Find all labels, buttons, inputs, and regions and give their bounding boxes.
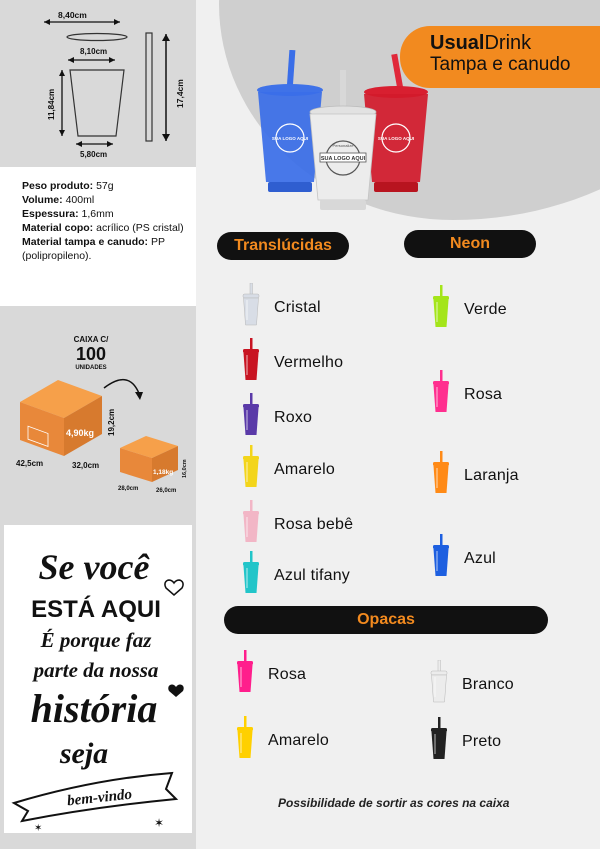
- color-label: Vermelho: [274, 353, 344, 371]
- left-column: [0, 0, 196, 849]
- section-opacas: Opacas: [224, 606, 548, 634]
- cup-icon: [242, 338, 260, 387]
- color-label: Laranja: [464, 466, 519, 484]
- color-label: Roxo: [274, 408, 313, 426]
- color-label: Branco: [462, 675, 514, 693]
- color-option-translucidas: [242, 500, 353, 549]
- quote-panel: [0, 511, 196, 849]
- box-caption: CAIXA C/: [73, 335, 109, 344]
- box-quantity: 100: [75, 344, 107, 364]
- title-badge: [400, 26, 600, 88]
- section-translucidas: Translúcidas: [217, 232, 349, 260]
- product-title: UsualDrink: [430, 32, 532, 54]
- color-option-opacas: [236, 650, 306, 699]
- big-box-weight: 4,90kg: [66, 428, 95, 438]
- cup-icon: [242, 393, 260, 442]
- logo-placeholder-text-red: SUA LOGO AQUI: [377, 136, 415, 141]
- logo-placeholder-text-blue: SUA LOGO AQUI: [271, 136, 309, 141]
- color-label: Cristal: [274, 298, 321, 316]
- quote-line-2: ESTÁ AQUI: [31, 596, 161, 623]
- spec-lid-material: Material tampa e canudo: PP (polipropileno).: [22, 236, 165, 262]
- bottom-width-label: 5,80cm: [80, 150, 108, 159]
- cup-height-label: 11,84cm: [47, 88, 56, 120]
- spec-volume: Volume: 400ml: [22, 194, 95, 206]
- color-option-opacas: [430, 717, 501, 766]
- quote-line-1: Se você: [38, 547, 150, 587]
- color-label: Azul tifany: [274, 566, 351, 584]
- total-height-label: 17,4cm: [175, 79, 185, 108]
- box-diagram: [0, 306, 196, 511]
- heart-icon: [165, 580, 183, 595]
- color-option-translucidas: [242, 551, 350, 600]
- dimension-panel: [0, 0, 196, 167]
- quote-line-4: parte da nossa: [33, 658, 159, 682]
- small-box-length: 28,0cm: [118, 486, 139, 492]
- color-label: Rosa: [464, 385, 503, 403]
- color-option-translucidas: [242, 338, 343, 387]
- cup-icon: [430, 717, 448, 766]
- color-label: Amarelo: [274, 460, 335, 478]
- heart-icon-filled: [168, 684, 183, 697]
- section-neon: Neon: [404, 230, 536, 258]
- color-option-translucidas: [242, 283, 321, 332]
- cup-top-width-label: 8,10cm: [80, 47, 108, 56]
- top-width-label: 8,40cm: [58, 10, 87, 20]
- spec-thickness: Espessura: 1,6mm: [22, 208, 114, 220]
- cup-icon: [242, 500, 260, 549]
- color-label: Verde: [464, 300, 507, 318]
- color-label: Amarelo: [268, 731, 329, 749]
- color-label: Azul: [464, 549, 496, 567]
- cup-icon: [432, 534, 450, 583]
- color-option-opacas: [236, 716, 329, 765]
- cup-icon: [432, 451, 450, 500]
- color-option-neon: [432, 285, 507, 334]
- cup-icon: [236, 716, 254, 765]
- cup-icon: [242, 551, 260, 600]
- color-option-translucidas: [242, 445, 335, 494]
- color-option-translucidas: [242, 393, 312, 442]
- logo-ring-text: Personalize: [332, 143, 354, 148]
- logo-placeholder-text: SUA LOGO AQUI: [320, 156, 366, 162]
- welcome-quote-card: [4, 525, 192, 833]
- color-label: Rosa: [268, 665, 307, 683]
- cup-icon: [432, 285, 450, 334]
- small-box-weight: 1,18kg: [153, 469, 174, 476]
- big-box-width: 32,0cm: [72, 461, 100, 470]
- cup-icon: [236, 650, 254, 699]
- cup-icon: [430, 660, 448, 709]
- packaging-panel: [0, 306, 196, 511]
- quote-line-7: bem-vindo: [66, 786, 133, 810]
- spec-cup-material: Material copo: acrílico (PS cristal): [22, 222, 184, 234]
- big-box-height: 19,2cm: [107, 408, 116, 436]
- star-icon: ✶: [34, 823, 43, 833]
- welcome-quote: [4, 525, 192, 833]
- cup-icon: [242, 283, 260, 332]
- assortment-note: Possibilidade de sortir as cores na caixa: [278, 796, 510, 810]
- color-option-neon: [432, 534, 496, 583]
- quote-line-6: seja: [59, 737, 109, 770]
- small-box-width: 26,0cm: [156, 488, 177, 494]
- quote-line-5: história: [30, 686, 158, 731]
- small-box-height: 16,0cm: [182, 459, 188, 478]
- arrow-icon: [104, 380, 140, 396]
- color-label: Preto: [462, 732, 502, 750]
- spec-weight: Peso produto: 57g: [22, 180, 114, 192]
- star-icon: ✶: [154, 816, 165, 830]
- color-option-neon: [432, 451, 519, 500]
- color-option-opacas: [430, 660, 514, 709]
- product-subtitle: Tampa e canudo: [430, 54, 571, 75]
- color-label: Rosa bebê: [274, 515, 354, 533]
- cup-icon: [432, 370, 450, 419]
- cup-icon: [242, 445, 260, 494]
- hero-cups-image: [250, 50, 430, 215]
- quote-line-3: É porque faz: [40, 628, 152, 652]
- cup-dimension-diagram: [0, 0, 196, 167]
- color-option-neon: [432, 370, 502, 419]
- big-box-length: 42,5cm: [16, 459, 44, 468]
- box-unit: UNIDADES: [75, 365, 107, 371]
- product-specs: [0, 167, 196, 306]
